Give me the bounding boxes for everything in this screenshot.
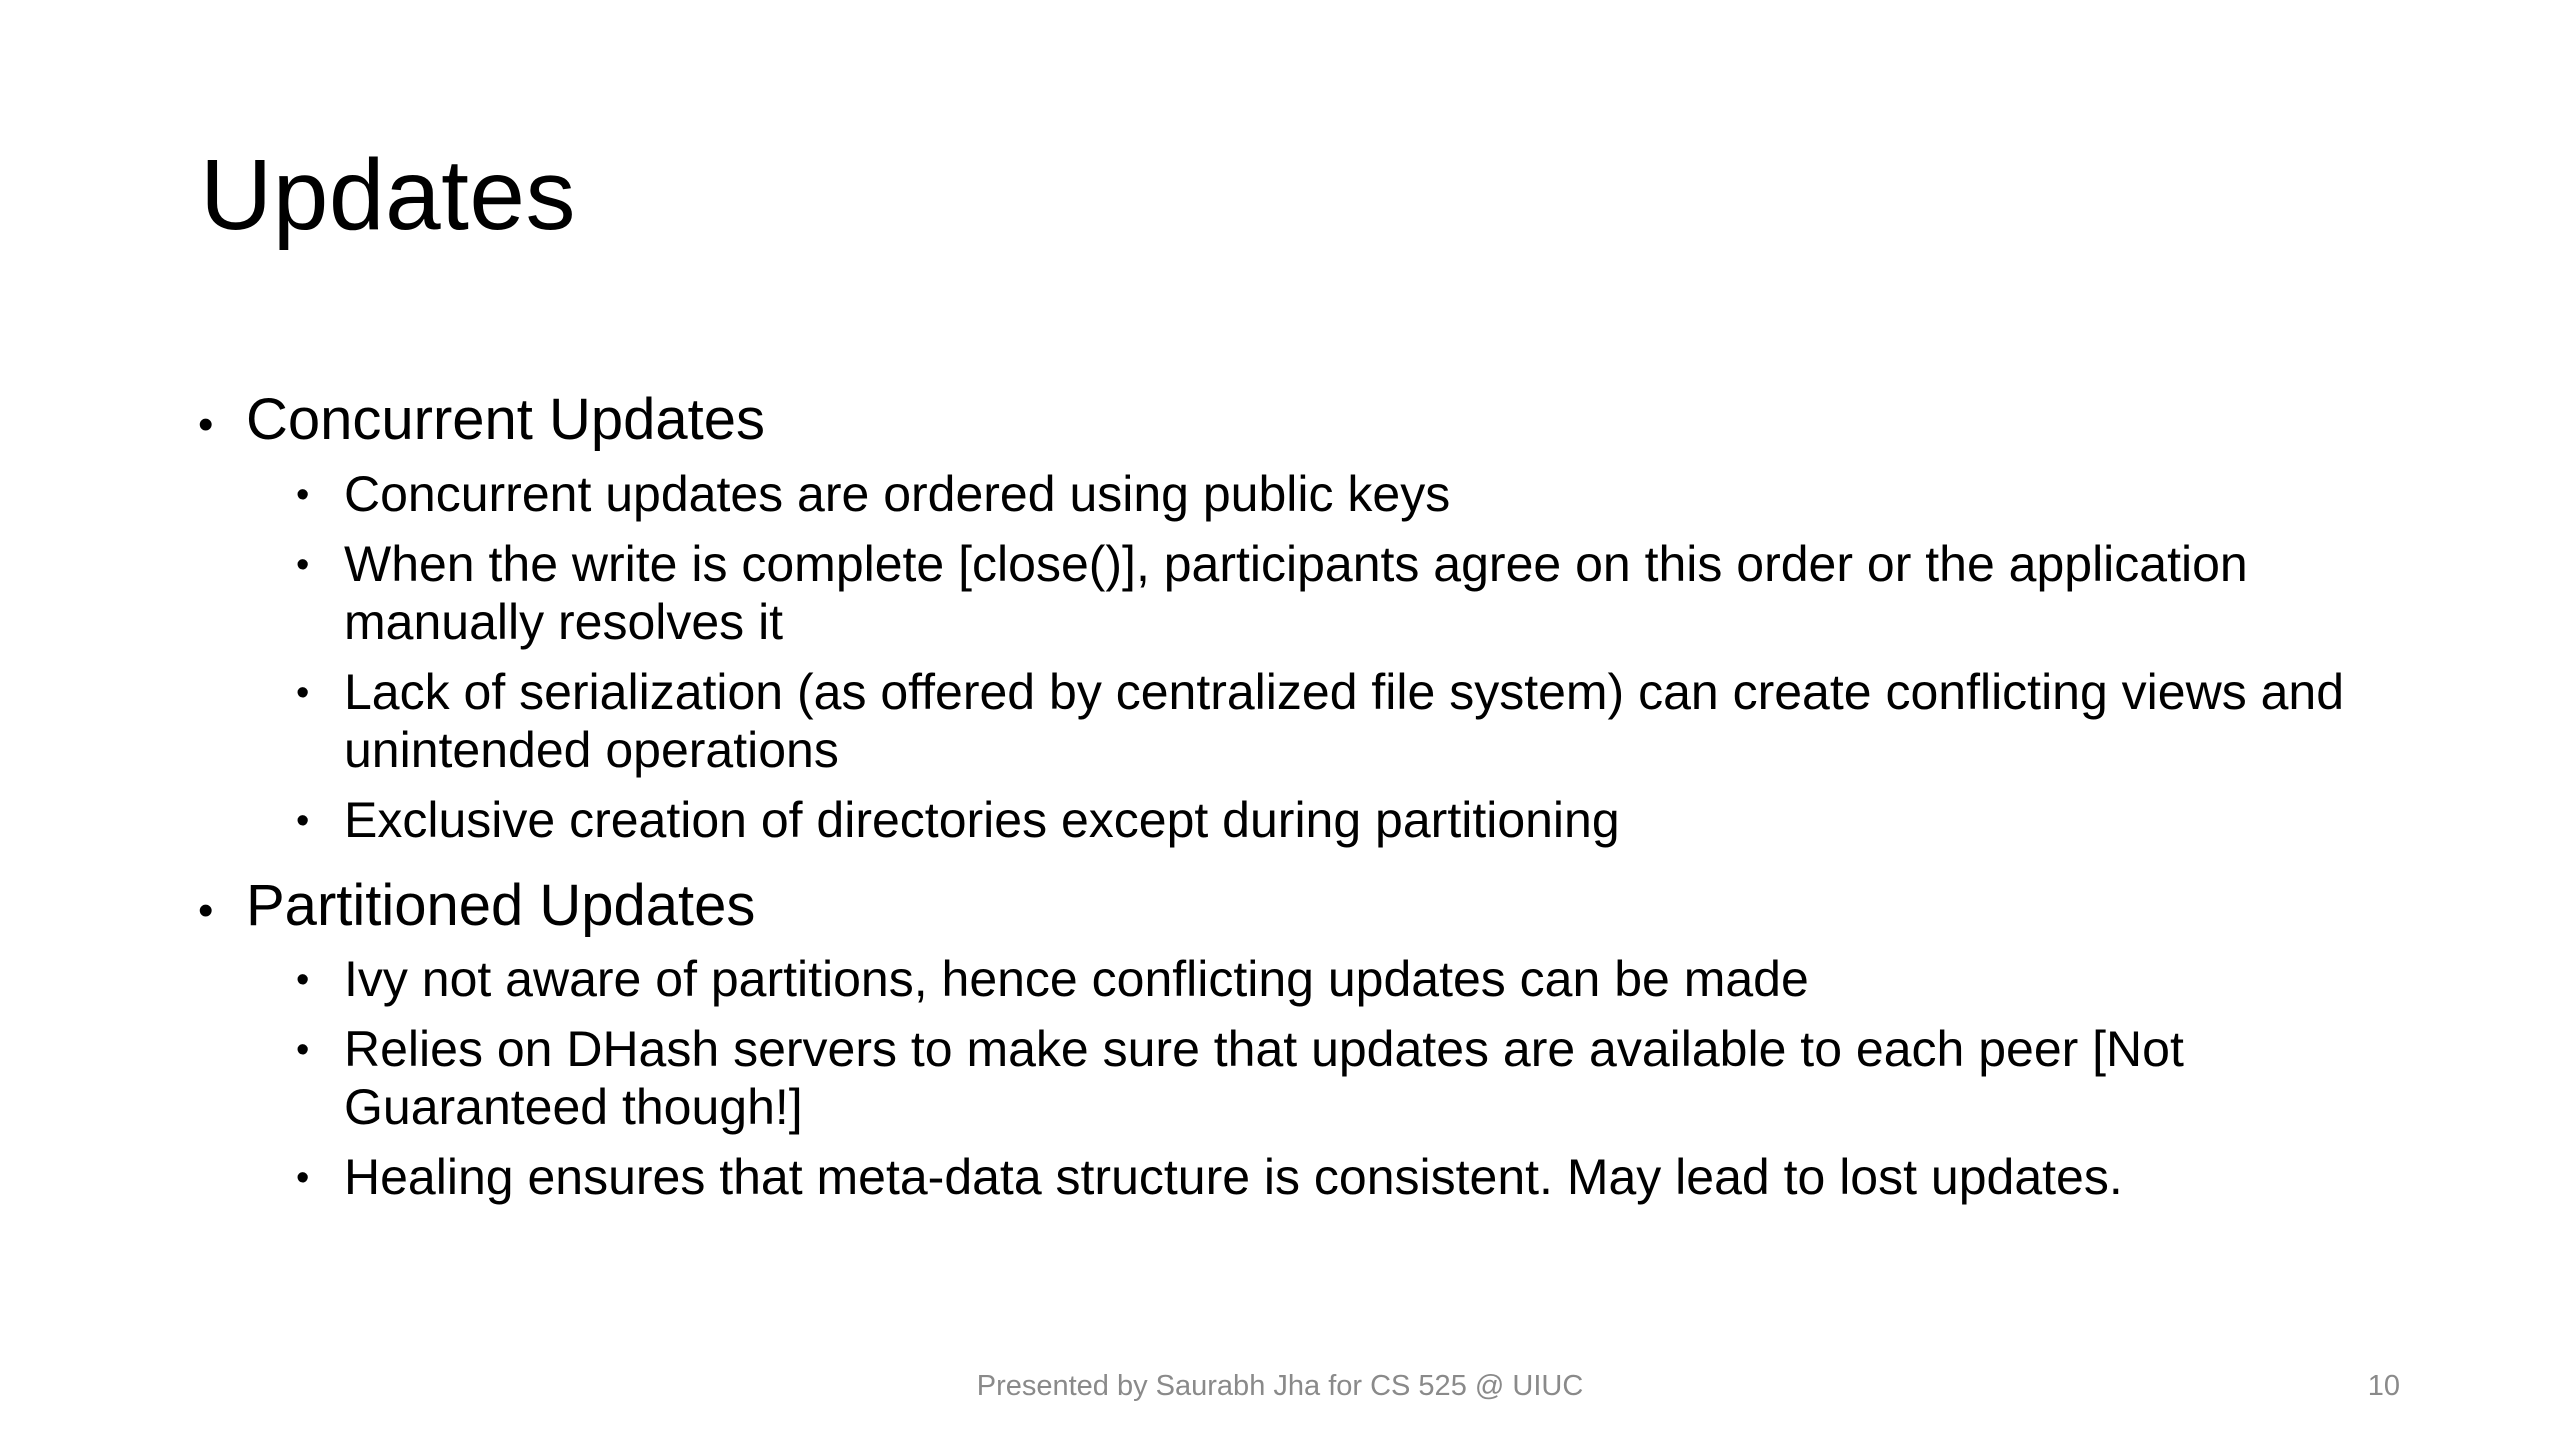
slide-title: Updates [200, 139, 576, 251]
list-item [296, 1148, 2398, 1206]
list-item [296, 535, 2398, 651]
page-number: 10 [2367, 1370, 2400, 1402]
bullet-icon: • [296, 799, 310, 842]
list-item [296, 663, 2398, 779]
list-item-text: Exclusive creation of directories except during partitioning [344, 791, 1620, 848]
list-item-text: When the write is complete [close()], participants agree on this order or the application manually resolves it [344, 535, 2248, 650]
slide-body [198, 385, 2398, 1218]
section-heading-text: Partitioned Updates [246, 872, 756, 938]
slide-footer: Presented by Saurabh Jha for CS 525 @ UIUC [976, 1370, 1584, 1402]
section-items-concurrent-updates [198, 465, 2398, 849]
list-item [296, 791, 2398, 849]
list-item-text: Concurrent updates are ordered using public keys [344, 465, 1451, 522]
bullet-icon: • [296, 473, 310, 516]
section-heading-partitioned-updates [198, 871, 2398, 941]
bullet-icon: • [296, 543, 310, 586]
list-item-text: Lack of serialization (as offered by centralized file system) can create conflicting views and unintended operations [344, 663, 2345, 778]
bullet-icon: • [296, 1029, 310, 1072]
bullet-icon: • [198, 400, 214, 449]
section-items-partitioned-updates [198, 950, 2398, 1206]
bullet-icon: • [296, 671, 310, 714]
list-item [296, 465, 2398, 523]
list-item-text: Healing ensures that meta-data structure is consistent. May lead to lost updates. [344, 1149, 2123, 1206]
bullet-icon: • [296, 1157, 310, 1200]
section-heading-concurrent-updates [198, 385, 2398, 455]
list-item-text: Ivy not aware of partitions, hence conflicting updates can be made [344, 951, 1809, 1008]
section-heading-text: Concurrent Updates [246, 387, 766, 452]
list-item [296, 950, 2398, 1008]
bullet-icon: • [296, 959, 310, 1002]
bullet-icon: • [198, 885, 214, 935]
list-item-text: Relies on DHash servers to make sure that updates are available to each peer [Not Guaranteed though!] [344, 1021, 2184, 1136]
list-item [296, 1020, 2398, 1136]
